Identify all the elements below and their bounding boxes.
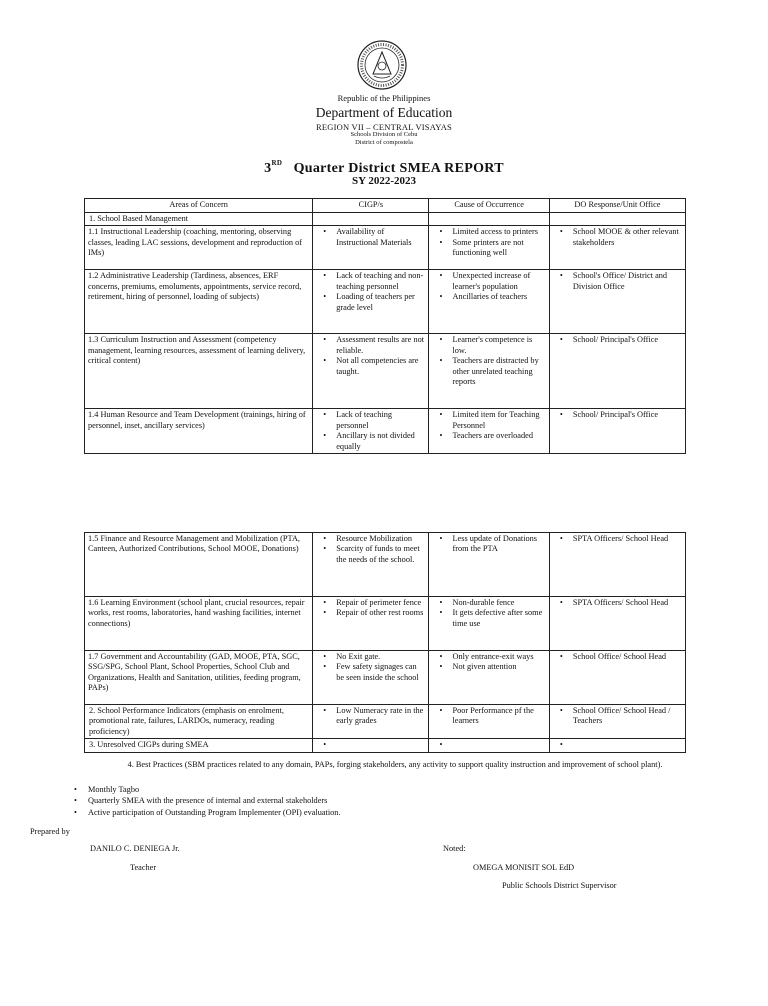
best-practice-item: • Quarterly SMEA with the presence of internal and external stakeholders — [74, 795, 341, 806]
area-of-concern-cell: 1.3 Curriculum Instruction and Assessment (competency management, learning resources, assessment of learning delivery, critical content) — [85, 334, 313, 409]
department-name: Department of Education — [315, 105, 453, 120]
best-practices-list — [74, 784, 341, 818]
bullet-item: • Limited item for Teaching Personnel — [432, 410, 545, 431]
area-of-concern-cell: 1.1 Instructional Leadership (coaching, mentoring, observing classes, leading LAC sessions, development and reproduction of IMs) — [85, 226, 313, 270]
preparer-title: Teacher — [130, 863, 157, 872]
bullet-item: • Resource Mobilization — [316, 534, 425, 544]
bullet-item: • Repair of other rest rooms — [316, 608, 425, 618]
header-cause: Cause of Occurrence — [429, 199, 549, 213]
division-line: Schools Division of Cebu — [350, 131, 418, 138]
table-row — [85, 533, 686, 597]
area-of-concern-cell: 1.4 Human Resource and Team Development (trainings, hiring of personnel, inset, ancillary services) — [85, 409, 313, 454]
bullet-item: • School/ Principal's Office — [553, 410, 682, 420]
bullet-item: • Some printers are not functioning well — [432, 238, 545, 259]
smea-table-part1 — [84, 198, 686, 454]
cigp-list — [316, 271, 425, 313]
bullet-item — [553, 740, 682, 750]
bullet-item: • Lack of teaching and non-teaching personnel — [316, 271, 425, 292]
response-list — [553, 706, 682, 727]
bullet-item: • Availability of Instructional Materials — [316, 227, 425, 248]
response-list — [553, 271, 682, 292]
bullet-item: • Learner's competence is low. — [432, 335, 545, 356]
bullet-item: • School Office/ School Head — [553, 652, 682, 662]
cause-cell — [429, 739, 549, 752]
response-cell — [549, 597, 685, 651]
bullet-item: • Limited access to printers — [432, 227, 545, 237]
cigp-cell — [313, 270, 429, 334]
cause-cell — [429, 705, 549, 739]
cause-cell — [429, 597, 549, 651]
bullet-item: • Lack of teaching personnel — [316, 410, 425, 431]
prepared-by-label: Prepared by — [30, 827, 70, 836]
area-of-concern-cell: 2. School Performance Indicators (emphasis on enrolment, promotional rate, failures, LARDOs, numeracy, reading proficiency) — [85, 705, 313, 739]
response-cell — [549, 651, 685, 705]
cigp-list — [316, 410, 425, 452]
response-list — [553, 740, 682, 750]
bullet-item: • SPTA Officers/ School Head — [553, 598, 682, 608]
cause-cell — [429, 533, 549, 597]
table-row — [85, 651, 686, 705]
table-row — [85, 705, 686, 739]
district-line: District of compostela — [355, 139, 413, 146]
table-row — [85, 334, 686, 409]
bullet-item: • Repair of perimeter fence — [316, 598, 425, 608]
best-practice-item: • Monthly Tagbo — [74, 784, 341, 795]
bullet-item — [432, 740, 545, 750]
bullet-item: • It gets defective after some time use — [432, 608, 545, 629]
response-cell — [549, 270, 685, 334]
cigp-list — [316, 335, 425, 377]
bullet-item: • Assessment results are not reliable. — [316, 335, 425, 356]
area-of-concern-cell: 3. Unresolved CIGPs during SMEA — [85, 739, 313, 752]
cause-cell — [429, 409, 549, 454]
bullet-item: • Teachers are distracted by other unrelated teaching reports — [432, 356, 545, 387]
region-line: REGION VII – CENTRAL VISAYAS — [316, 122, 452, 132]
response-cell — [549, 533, 685, 597]
deped-seal-logo — [357, 40, 407, 90]
bullet-item: • Not all competencies are taught. — [316, 356, 425, 377]
cause-cell — [429, 651, 549, 705]
table-header-row — [85, 199, 686, 213]
bullet-item: • School MOOE & other relevant stakeholders — [553, 227, 682, 248]
header-areas: Areas of Concern — [85, 199, 313, 213]
cigp-cell — [313, 651, 429, 705]
cause-list — [432, 271, 545, 302]
bullet-item: • Non-durable fence — [432, 598, 545, 608]
response-cell — [549, 226, 685, 270]
noted-label: Noted: — [443, 844, 466, 853]
bullet-item: • Few safety signages can be seen inside the school — [316, 662, 425, 683]
area-of-concern-cell: 1.6 Learning Environment (school plant, crucial resources, repair works, rest rooms, laboratories, hand washing facilities, internet connections) — [85, 597, 313, 651]
bullet-item: • Unexpected increase of learner's population — [432, 271, 545, 292]
cause-list — [432, 335, 545, 387]
smea-table-part2 — [84, 532, 686, 753]
section-sbm-label: 1. School Based Management — [85, 213, 313, 226]
preparer-name: DANILO C. DENIEGA Jr. — [90, 844, 180, 853]
bullet-item: • Scarcity of funds to meet the needs of the school. — [316, 544, 425, 565]
response-list — [553, 652, 682, 662]
bullet-item: • Poor Performance pf the learners — [432, 706, 545, 727]
bullet-item: • Not given attention — [432, 662, 545, 672]
bullet-item: • School Office/ School Head / Teachers — [553, 706, 682, 727]
cigp-list — [316, 227, 425, 248]
bullet-item: • Ancillaries of teachers — [432, 292, 545, 302]
cause-list — [432, 740, 545, 750]
response-list — [553, 410, 682, 420]
cause-cell — [429, 334, 549, 409]
cause-list — [432, 652, 545, 673]
bullet-item: • Teachers are overloaded — [432, 431, 545, 441]
bullet-item: • Loading of teachers per grade level — [316, 292, 425, 313]
cigp-cell — [313, 409, 429, 454]
cigp-list — [316, 652, 425, 683]
header-cigp: CIGP/s — [313, 199, 429, 213]
cigp-cell — [313, 739, 429, 752]
bullet-item: • No Exit gate. — [316, 652, 425, 662]
response-cell — [549, 705, 685, 739]
bullet-item: • School/ Principal's Office — [553, 335, 682, 345]
bullet-item: • Only entrance-exit ways — [432, 652, 545, 662]
cigp-cell — [313, 705, 429, 739]
area-of-concern-cell: 1.2 Administrative Leadership (Tardiness, absences, ERF concerns, premiums, emoluments, appointments, service record, retirement, hiring of personnel, loading of subjects) — [85, 270, 313, 334]
bullet-item: • Less update of Donations from the PTA — [432, 534, 545, 555]
cigp-list — [316, 534, 425, 565]
noter-name: OMEGA MONISIT SOL EdD — [473, 863, 575, 872]
cigp-cell — [313, 334, 429, 409]
school-year: SY 2022-2023 — [351, 175, 417, 187]
table-row — [85, 597, 686, 651]
table-row — [85, 226, 686, 270]
response-list — [553, 598, 682, 608]
noter-title: Public Schools District Supervisor — [502, 881, 617, 890]
cigp-list — [316, 740, 425, 750]
table-row — [85, 270, 686, 334]
cause-list — [432, 534, 545, 555]
cigp-list — [316, 598, 425, 619]
best-practices-intro: 4. Best Practices (SBM practices related to any domain, PAPs, forging stakeholders, any activity to support quality instruction and improvement of school plant). — [127, 760, 663, 769]
cause-list — [432, 598, 545, 629]
cigp-list — [316, 706, 425, 727]
cause-list — [432, 410, 545, 441]
cause-cell — [429, 226, 549, 270]
cause-list — [432, 706, 545, 727]
bullet-item: • School's Office/ District and Division Office — [553, 271, 682, 292]
bullet-item: • Ancillary is not divided equally — [316, 431, 425, 452]
bullet-item: • SPTA Officers/ School Head — [553, 534, 682, 544]
response-cell — [549, 409, 685, 454]
cigp-cell — [313, 597, 429, 651]
table-row — [85, 739, 686, 752]
response-list — [553, 335, 682, 345]
bullet-item: • Low Numeracy rate in the early grades — [316, 706, 425, 727]
cause-list — [432, 227, 545, 258]
response-cell — [549, 739, 685, 752]
report-title: 3RD Quarter District SMEA REPORT — [264, 159, 504, 176]
response-list — [553, 534, 682, 544]
response-list — [553, 227, 682, 248]
area-of-concern-cell: 1.7 Government and Accountability (GAD, MOOE, PTA, SGC, SSG/SPG, School Plant, School Properties, School Club and Organizations, Health and Sanitation, utilities, feeding program, PAPs) — [85, 651, 313, 705]
cigp-cell — [313, 226, 429, 270]
republic-line: Republic of the Philippines — [337, 93, 431, 103]
header-response: DO Response/Unit Office — [549, 199, 685, 213]
best-practice-item: • Active participation of Outstanding Program Implementer (OPI) evaluation. — [74, 807, 341, 818]
table-row — [85, 409, 686, 454]
section-row-sbm — [85, 213, 686, 226]
area-of-concern-cell: 1.5 Finance and Resource Management and Mobilization (PTA, Canteen, Authorized Contributions, School MOOE, Donations) — [85, 533, 313, 597]
response-cell — [549, 334, 685, 409]
cigp-cell — [313, 533, 429, 597]
cause-cell — [429, 270, 549, 334]
bullet-item — [316, 740, 425, 750]
